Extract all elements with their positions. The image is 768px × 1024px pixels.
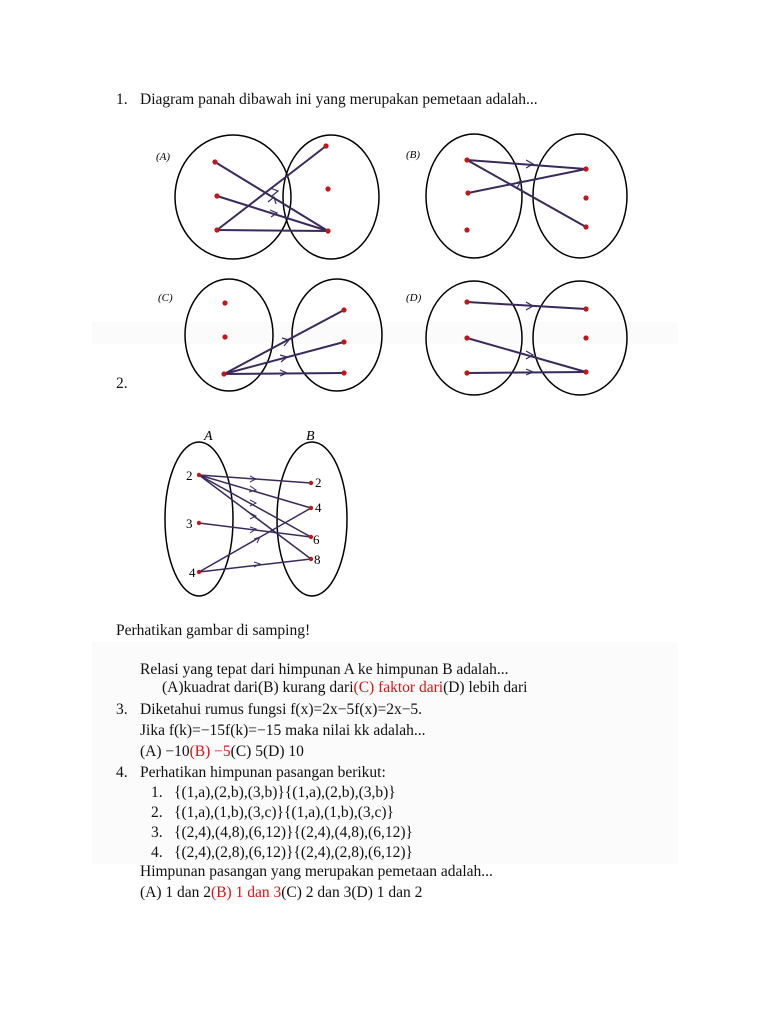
question-4-options [140,883,422,903]
diagram-a-label: (A) [156,151,171,163]
set-b-element: 4 [315,500,322,515]
question-3-line-2: Jika f(k)=−15f(k)=−15 maka nilai kk adalah... [140,722,426,739]
question-4-intro: Perhatikan himpunan pasangan berikut: [140,764,386,781]
question-3-line-1: Diketahui rumus fungsi f(x)=2x−5f(x)=2x−5. [140,701,423,718]
option-c: (C) 5 [230,743,263,760]
arrow-diagram-c [150,275,400,400]
option-c-answer: (C) faktor dari [353,679,444,696]
arrow-diagram-a [150,130,400,265]
list-item-number: 3. [151,824,163,841]
set-a-element: 2 [186,468,193,483]
question-2-look: Perhatikan gambar di samping! [116,622,311,639]
list-item: {(1,a),(2,b),(3,b)}{(1,a),(2,b),(3,b)} [174,784,396,801]
question-3-number: 3. [116,701,128,718]
option-a: (A) −10 [140,743,190,760]
set-a-element: 3 [186,516,193,531]
diagram-d-label: (D) [406,292,422,304]
list-item-number: 2. [151,804,163,821]
arrow-diagram-b [400,130,640,265]
option-d: (D) lebih dari [443,679,528,696]
option-d: (D) 1 dan 2 [351,884,423,901]
diagram-c-label: (C) [158,292,173,304]
list-item-number: 1. [151,784,163,801]
relation-diagram [158,424,358,604]
option-d: (D) 10 [262,743,304,760]
question-3-options [140,742,304,762]
set-b-element: 8 [314,552,321,567]
option-b: (B) kurang dari [257,679,354,696]
option-b-answer: (B) −5 [189,743,231,760]
question-2-text: Relasi yang tepat dari himpunan A ke himpunan B adalah... [140,661,509,678]
option-a: (A) 1 dan 2 [140,884,212,901]
question-2-number: 2. [116,375,128,392]
list-item: {(1,a),(1,b),(3,c)}{(1,a),(1,b),(3,c)} [174,804,394,821]
arrow-diagram-d [400,275,640,400]
diagram-b-label: (B) [406,149,421,161]
question-4-text: Himpunan pasangan yang merupakan pemetaan adalah... [140,863,493,880]
question-1-text: Diagram panah dibawah ini yang merupakan pemetaan adalah... [140,91,538,108]
set-b-label: B [306,429,315,444]
list-item: {(2,4),(2,8),(6,12)}{(2,4),(2,8),(6,12)} [174,844,413,861]
list-item: {(2,4),(4,8),(6,12)}{(2,4),(4,8),(6,12)} [174,824,413,841]
option-b-answer: (B) 1 dan 3 [211,884,282,901]
option-c: (C) 2 dan 3 [281,884,352,901]
list-item-number: 4. [151,844,163,861]
set-b-element: 6 [313,532,320,547]
option-a: (A)kuadrat dari [162,679,258,696]
question-1-number: 1. [116,91,128,108]
set-a-label: A [204,429,213,444]
set-b-element: 2 [315,475,322,490]
question-2-options [162,678,527,698]
question-4-number: 4. [116,764,128,781]
set-a-element: 4 [189,565,196,580]
